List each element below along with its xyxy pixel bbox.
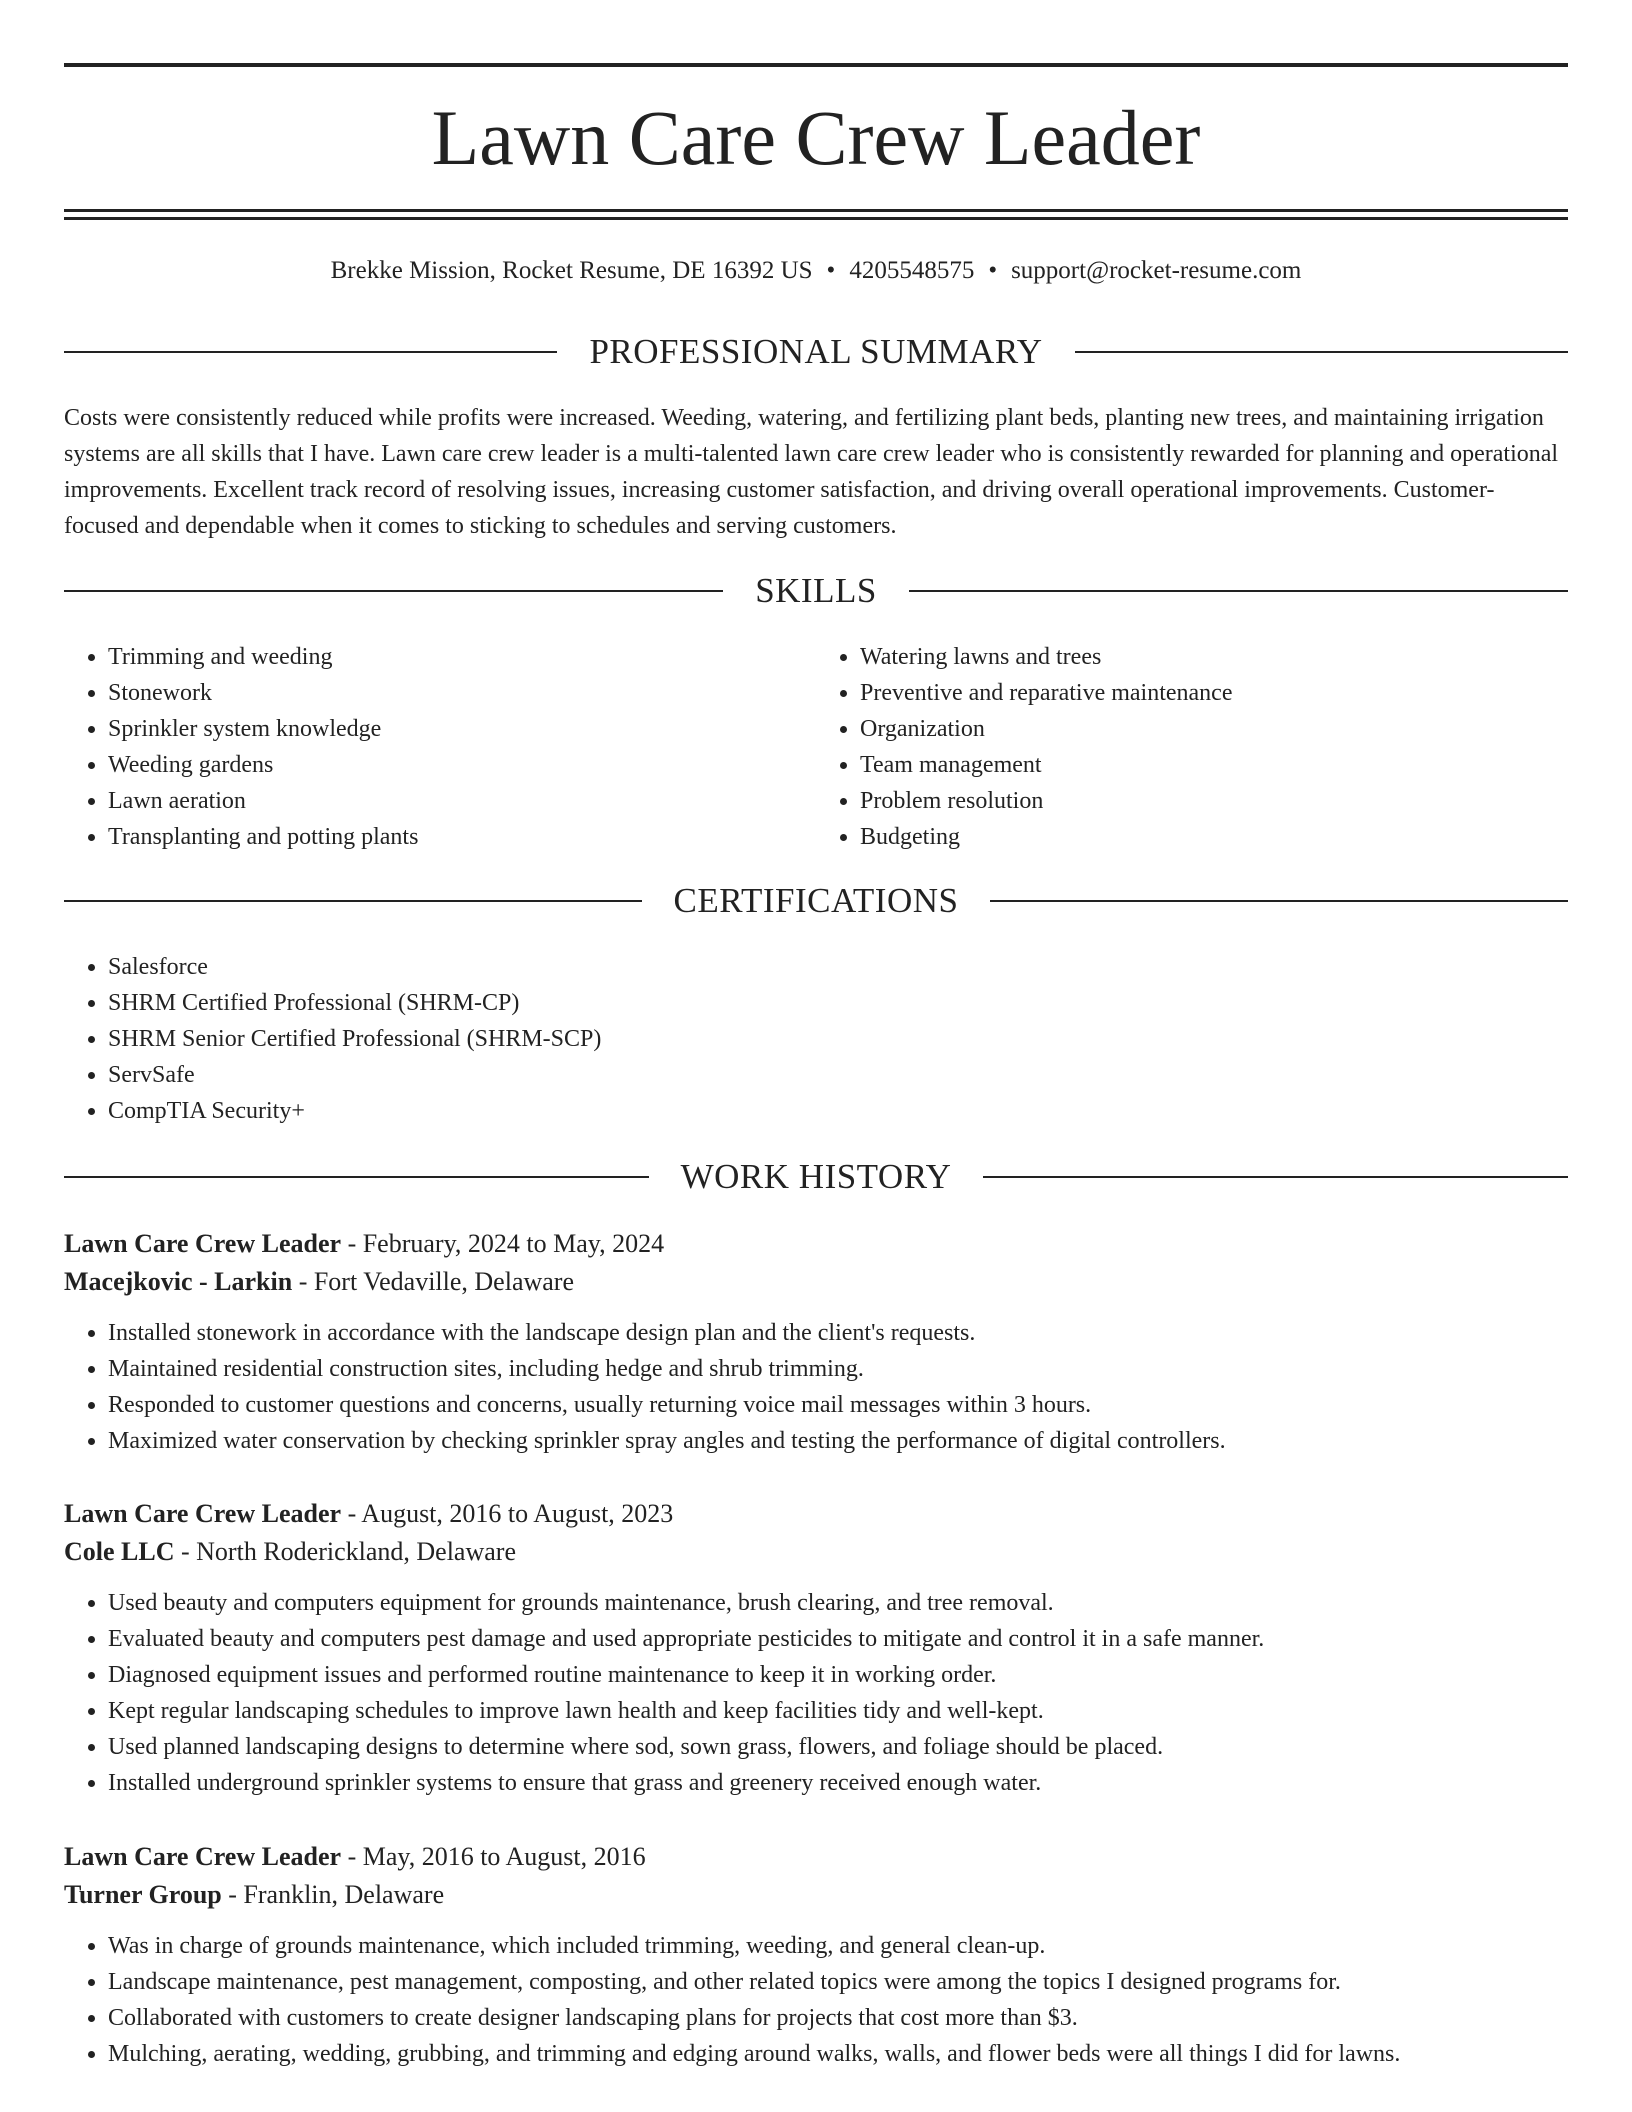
- skill-item: • Trimming and weeding: [108, 639, 816, 675]
- job-entry: [64, 1838, 1568, 2072]
- contact-phone: 4205548575: [849, 257, 975, 284]
- certification-item: • ServSafe: [108, 1057, 1568, 1093]
- job-title-line: [64, 1495, 1568, 1533]
- skill-item: • Weeding gardens: [108, 747, 816, 783]
- section-title-skills: SKILLS: [755, 571, 877, 610]
- job-bullet: • Maximized water conservation by checking sprinkler spray angles and testing the performance of digital controllers.: [108, 1423, 1568, 1459]
- section-rule: [64, 900, 642, 902]
- job-entry: [64, 1495, 1568, 1801]
- job-bullet: • Used planned landscaping designs to determine where sod, sown grass, flowers, and foliage should be placed.: [108, 1729, 1568, 1765]
- job-dates: - February, 2024 to May, 2024: [341, 1229, 665, 1258]
- contact-separator: •: [988, 257, 998, 284]
- job-bullet: • Maintained residential construction sites, including hedge and shrub trimming.: [108, 1351, 1568, 1387]
- section-header-certifications: [64, 879, 1568, 923]
- job-title-line: [64, 1225, 1568, 1263]
- job-bullets: [64, 1928, 1568, 2072]
- section-rule: [64, 1176, 649, 1178]
- section-rule: [64, 590, 723, 592]
- skill-item: • Transplanting and potting plants: [108, 819, 816, 855]
- contact-separator: •: [826, 257, 836, 284]
- section-header-work-history: [64, 1155, 1568, 1199]
- job-bullet: • Landscape maintenance, pest management, composting, and other related topics were among the topics I designed programs for.: [108, 1964, 1568, 2000]
- skills-column-left: [64, 639, 816, 855]
- job-location: - Franklin, Delaware: [221, 1880, 445, 1909]
- job-bullet: • Installed stonework in accordance with the landscape design plan and the client's requests.: [108, 1315, 1568, 1351]
- skill-item: • Watering lawns and trees: [860, 639, 1568, 675]
- contact-address: Brekke Mission, Rocket Resume, DE 16392 US: [330, 257, 813, 284]
- certification-item: • SHRM Certified Professional (SHRM-CP): [108, 985, 1568, 1021]
- job-company: Cole LLC: [64, 1537, 175, 1566]
- job-company: Turner Group: [64, 1880, 222, 1909]
- job-company: Macejkovic - Larkin: [64, 1267, 293, 1296]
- skill-item: • Stonework: [108, 675, 816, 711]
- title-double-rule: [64, 209, 1568, 220]
- job-location: - North Roderickland, Delaware: [174, 1537, 516, 1566]
- top-rule: [64, 63, 1568, 67]
- certification-item: • CompTIA Security+: [108, 1093, 1568, 1129]
- contact-line: [64, 254, 1568, 288]
- job-bullet: • Installed underground sprinkler systems to ensure that grass and greenery received enough water.: [108, 1765, 1568, 1801]
- job-bullet: • Diagnosed equipment issues and performed routine maintenance to keep it in working order.: [108, 1657, 1568, 1693]
- section-title-work-history: WORK HISTORY: [680, 1157, 952, 1196]
- contact-email: support@rocket-resume.com: [1011, 257, 1302, 284]
- skills-list: [64, 639, 1568, 855]
- job-company-line: [64, 1533, 1568, 1571]
- job-bullets: [64, 1315, 1568, 1459]
- job-title-line: [64, 1838, 1568, 1876]
- skill-item: • Organization: [860, 711, 1568, 747]
- job-role: Lawn Care Crew Leader: [64, 1499, 342, 1528]
- skill-item: • Lawn aeration: [108, 783, 816, 819]
- summary-text: Costs were consistently reduced while profits were increased. Weeding, watering, and fertilizing plant beds, planting new trees, and maintaining irrigation systems are all skills that I have. Lawn care crew leader is a multi-talented lawn care crew leader who is consistently rewarded for planning and operational improvements. Excellent track record of resolving issues, increasing customer satisfaction, and driving overall operational improvements. Customer-focused and dependable when it comes to sticking to schedules and serving customers.: [64, 405, 1559, 539]
- section-header-summary: [64, 330, 1568, 374]
- resume-title: Lawn Care Crew Leader: [431, 94, 1201, 181]
- job-location: - Fort Vedaville, Delaware: [292, 1267, 574, 1296]
- job-role: Lawn Care Crew Leader: [64, 1842, 342, 1871]
- section-title-certifications: CERTIFICATIONS: [673, 881, 959, 920]
- job-bullets: [64, 1585, 1568, 1801]
- section-rule: [983, 1176, 1568, 1178]
- skill-item: • Problem resolution: [860, 783, 1568, 819]
- skill-item: • Budgeting: [860, 819, 1568, 855]
- section-rule: [1075, 351, 1568, 353]
- job-bullet: • Responded to customer questions and concerns, usually returning voice mail messages within 3 hours.: [108, 1387, 1568, 1423]
- skill-item: • Team management: [860, 747, 1568, 783]
- job-bullet: • Collaborated with customers to create designer landscaping plans for projects that cost more than $3.: [108, 2000, 1568, 2036]
- job-dates: - August, 2016 to August, 2023: [341, 1499, 674, 1528]
- skill-item: • Sprinkler system knowledge: [108, 711, 816, 747]
- job-entry: [64, 1225, 1568, 1459]
- job-company-line: [64, 1876, 1568, 1914]
- job-bullet: • Mulching, aerating, wedding, grubbing, and trimming and edging around walks, walls, and flower beds were all things I did for lawns.: [108, 2036, 1568, 2072]
- skills-column-right: [816, 639, 1568, 855]
- section-header-skills: [64, 569, 1568, 613]
- section-rule: [990, 900, 1568, 902]
- certification-item: • Salesforce: [108, 949, 1568, 985]
- job-bullet: • Was in charge of grounds maintenance, which included trimming, weeding, and general clean-up.: [108, 1928, 1568, 1964]
- job-role: Lawn Care Crew Leader: [64, 1229, 342, 1258]
- section-rule: [64, 351, 557, 353]
- job-bullet: • Evaluated beauty and computers pest damage and used appropriate pesticides to mitigate and control it in a safe manner.: [108, 1621, 1568, 1657]
- certification-item: • SHRM Senior Certified Professional (SHRM-SCP): [108, 1021, 1568, 1057]
- job-dates: - May, 2016 to August, 2016: [341, 1842, 646, 1871]
- certifications-list: [64, 949, 1568, 1129]
- section-rule: [909, 590, 1568, 592]
- job-bullet: • Kept regular landscaping schedules to improve lawn health and keep facilities tidy and well-kept.: [108, 1693, 1568, 1729]
- skill-item: • Preventive and reparative maintenance: [860, 675, 1568, 711]
- job-company-line: [64, 1263, 1568, 1301]
- section-title-summary: PROFESSIONAL SUMMARY: [589, 332, 1043, 371]
- job-bullet: • Used beauty and computers equipment for grounds maintenance, brush clearing, and tree removal.: [108, 1585, 1568, 1621]
